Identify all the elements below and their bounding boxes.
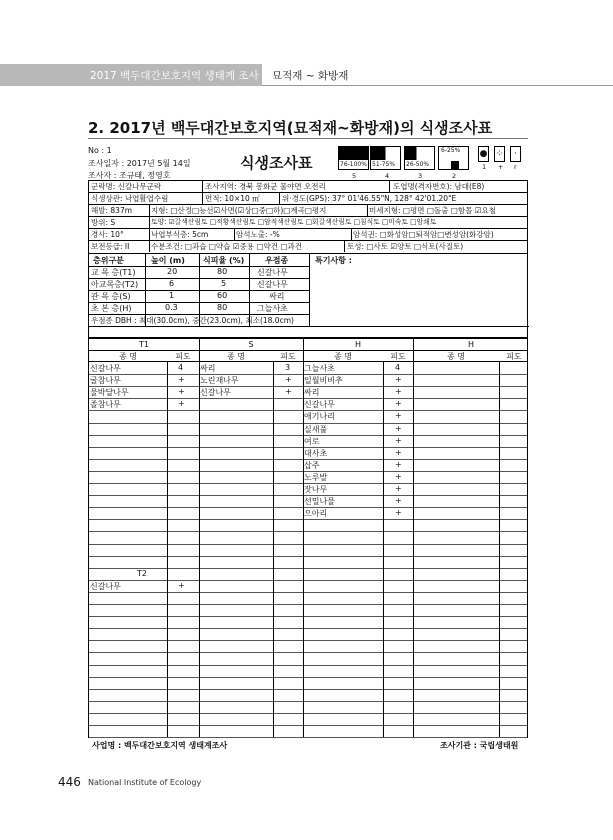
aspect: 방위: S bbox=[91, 218, 116, 227]
layer-coverage: 5 bbox=[221, 279, 227, 288]
col-cover: 피도 bbox=[506, 352, 522, 361]
rock-type: 암석권: □화성암□퇴적암□변성암(화강암) bbox=[353, 230, 494, 239]
hdr-coverage: 식피율 (%) bbox=[203, 256, 245, 265]
moisture: 수분조건: □과습 □약습 ☑중용 □약건 □과건 bbox=[151, 242, 302, 251]
layer-name: 초 본 층(H) bbox=[91, 304, 132, 313]
vegetation-physiognomy: 식생상관: 낙엽활엽수림 bbox=[91, 194, 169, 203]
dominant-dbh: 우점종 DBH : 최대(30.0cm), 중간(23.0cm), 최소(18.0cm) bbox=[91, 316, 294, 325]
page-number: 446 bbox=[58, 775, 81, 789]
species-cover: + bbox=[285, 375, 292, 385]
species-cover: + bbox=[178, 387, 185, 397]
layer-height: 20 bbox=[167, 267, 178, 276]
layer-coverage: 80 bbox=[217, 303, 228, 312]
species-cover: + bbox=[178, 399, 185, 409]
species-name: 굴참나무 bbox=[90, 376, 121, 386]
species-cover: + bbox=[395, 471, 402, 481]
species-cover: + bbox=[395, 399, 402, 409]
layer-dominant: 싸리 bbox=[269, 292, 285, 301]
col-species: 종 명 bbox=[447, 352, 465, 361]
group-s: S bbox=[248, 340, 254, 349]
slope: 경사: 10° bbox=[91, 230, 124, 239]
species-cover: 4 bbox=[395, 363, 401, 372]
species-cover: + bbox=[395, 387, 402, 397]
species-cover: + bbox=[395, 508, 402, 518]
topography: 지형: □산정□능선☑사면(☑상□중□하)□계곡□평지 bbox=[151, 206, 327, 215]
layer-name: 교 목 층(T1) bbox=[91, 268, 136, 277]
site-form bbox=[88, 180, 528, 254]
cover-num-5: 5 bbox=[352, 172, 357, 180]
species-cover: 4 bbox=[178, 363, 184, 372]
soil-texture: 토성: □사토 ☑양토 □식토(사질토) bbox=[347, 242, 464, 251]
plot-area: 면적: 10×10 ㎡ bbox=[205, 194, 260, 203]
species-cover: + bbox=[395, 435, 402, 445]
species-grid bbox=[88, 338, 528, 738]
species-cover: + bbox=[395, 459, 402, 469]
gps-coords: 위·경도(GPS): 37° 01'46.55"N, 128° 42'01.20"E bbox=[282, 194, 457, 203]
species-name: 잣나무 bbox=[304, 485, 328, 494]
title-rule bbox=[88, 138, 528, 139]
species-cover: + bbox=[395, 411, 402, 421]
conservation-grade: 보전등급: II bbox=[91, 242, 130, 251]
species-cover: + bbox=[395, 423, 402, 433]
col-species: 종 명 bbox=[227, 352, 245, 361]
species-cover: + bbox=[285, 387, 292, 397]
group-h1: H bbox=[354, 340, 361, 349]
rock-exposure: 암석노출: -% bbox=[236, 230, 280, 239]
species-name: 싸리 bbox=[304, 388, 320, 398]
species-name: 신갈나무 bbox=[90, 364, 121, 373]
cover-num-r: r bbox=[514, 163, 517, 171]
hdr-dominant: 우점종 bbox=[265, 256, 289, 265]
header-divider bbox=[262, 85, 613, 86]
layer-dominant: 그늘사초 bbox=[257, 304, 288, 313]
species-name: 실새풀 bbox=[304, 424, 328, 434]
species-name: 신갈나무 bbox=[200, 388, 231, 398]
layer-coverage: 60 bbox=[217, 291, 228, 300]
community-name: 군락명: 신갈나무군락 bbox=[91, 182, 162, 191]
col-cover: 피도 bbox=[175, 352, 191, 361]
cover-num-1: 1 bbox=[482, 163, 487, 171]
layer-name: 아교목층(T2) bbox=[91, 280, 139, 289]
species-cover: + bbox=[395, 375, 402, 385]
cover-num-plus: + bbox=[498, 163, 504, 171]
page-institute: National Institute of Ecology bbox=[88, 778, 202, 787]
meta-no: No : 1 bbox=[88, 146, 112, 155]
meta-surveyors: 조사자 : 조규태, 정영호 bbox=[88, 171, 171, 180]
species-name: 으아리 bbox=[304, 509, 328, 519]
col-species: 종 명 bbox=[119, 352, 137, 361]
species-name: 신갈나무 bbox=[90, 581, 121, 591]
cover-6-25: 6-25% bbox=[438, 146, 469, 170]
species-name: 삽주 bbox=[304, 460, 320, 470]
species-name: 일월비비추 bbox=[304, 376, 343, 386]
soil-type: 토양: ☑갈색산림토 □적황색산림토 □암적색산림토 □회갈색산림토 □침식토 □미숙토 □암쇄토 bbox=[151, 218, 437, 226]
species-name: 노루발 bbox=[304, 472, 328, 482]
layer-height: 1 bbox=[169, 291, 175, 300]
layer-height: 6 bbox=[169, 279, 175, 288]
meta-date: 조사일자 : 2017년 5월 14일 bbox=[88, 159, 191, 168]
species-name: 선밀나물 bbox=[304, 497, 335, 507]
page-title: 2. 2017년 백두대간보호지역(묘적재~화방재)의 식생조사표 bbox=[88, 119, 493, 137]
species-cover: + bbox=[178, 375, 185, 385]
species-cover: + bbox=[395, 496, 402, 506]
species-cover: + bbox=[395, 447, 402, 457]
special-notes: 특기사항 : bbox=[315, 256, 352, 265]
layer-height: 0.3 bbox=[165, 303, 178, 312]
species-name: 노린재나무 bbox=[200, 376, 239, 386]
litter-layer: 낙엽부식층: 5cm bbox=[151, 230, 209, 239]
species-name: 싸리 bbox=[200, 364, 216, 373]
species-name: 졸참나무 bbox=[90, 400, 121, 410]
symbol-several-icon: ● bbox=[478, 146, 489, 162]
symbol-rare-icon: · bbox=[510, 146, 521, 162]
cover-76-100: 76-100% bbox=[338, 146, 369, 170]
section-subtitle: 묘적재 ~ 화방재 bbox=[272, 70, 349, 82]
section-header: 2017 백두대간보호지역 생태계 조사 bbox=[90, 70, 259, 82]
species-name: 애기나리 bbox=[304, 412, 335, 422]
cover-26-50: 26-50% bbox=[404, 146, 435, 170]
group-t2: T2 bbox=[137, 568, 147, 578]
form-title: 식생조사표 bbox=[240, 154, 313, 172]
hdr-layer: 층위구분 bbox=[93, 256, 124, 265]
species-name: 물박달나무 bbox=[90, 388, 129, 398]
species-cover: + bbox=[395, 484, 402, 493]
col-species: 종 명 bbox=[334, 352, 352, 361]
species-cover: 3 bbox=[285, 363, 291, 372]
elevation: 해발: 837m bbox=[91, 206, 133, 215]
layer-table bbox=[88, 254, 528, 338]
species-name: 대사초 bbox=[304, 448, 328, 458]
layer-name: 관 목 층(S) bbox=[91, 292, 131, 301]
group-t1: T1 bbox=[139, 340, 149, 349]
layer-coverage: 80 bbox=[217, 267, 228, 276]
layer-dominant: 신갈나무 bbox=[257, 280, 288, 289]
symbol-few-icon: ⁘ bbox=[494, 146, 505, 162]
map-grid: 도엽명(격자번호): 남대(E8) bbox=[393, 182, 485, 191]
footer-agency: 조사기관 : 국립생태원 bbox=[440, 741, 519, 750]
species-name: 여로 bbox=[304, 436, 320, 446]
cover-51-75: 51-75% bbox=[370, 146, 401, 170]
cover-num-2: 2 bbox=[452, 172, 457, 180]
layer-dominant: 신갈나무 bbox=[257, 268, 288, 277]
species-name: 그늘사초 bbox=[304, 364, 335, 373]
cover-num-4: 4 bbox=[385, 172, 390, 180]
hdr-height: 높이 (m) bbox=[151, 256, 185, 265]
survey-area: 조사지역: 경북 봉화군 물야면 오전리 bbox=[205, 182, 326, 191]
group-h2: H bbox=[467, 340, 474, 349]
species-name: 신갈나무 bbox=[304, 400, 335, 410]
footer-project: 사업명 : 백두대간보호지역 생태계조사 bbox=[92, 741, 228, 750]
col-cover: 피도 bbox=[280, 352, 296, 361]
micro-topography: 미세지형: □평면 □돌출 □함몰 ☑요철 bbox=[369, 206, 496, 215]
col-cover: 피도 bbox=[390, 352, 406, 361]
species-cover: + bbox=[178, 580, 185, 590]
cover-num-3: 3 bbox=[418, 172, 423, 180]
